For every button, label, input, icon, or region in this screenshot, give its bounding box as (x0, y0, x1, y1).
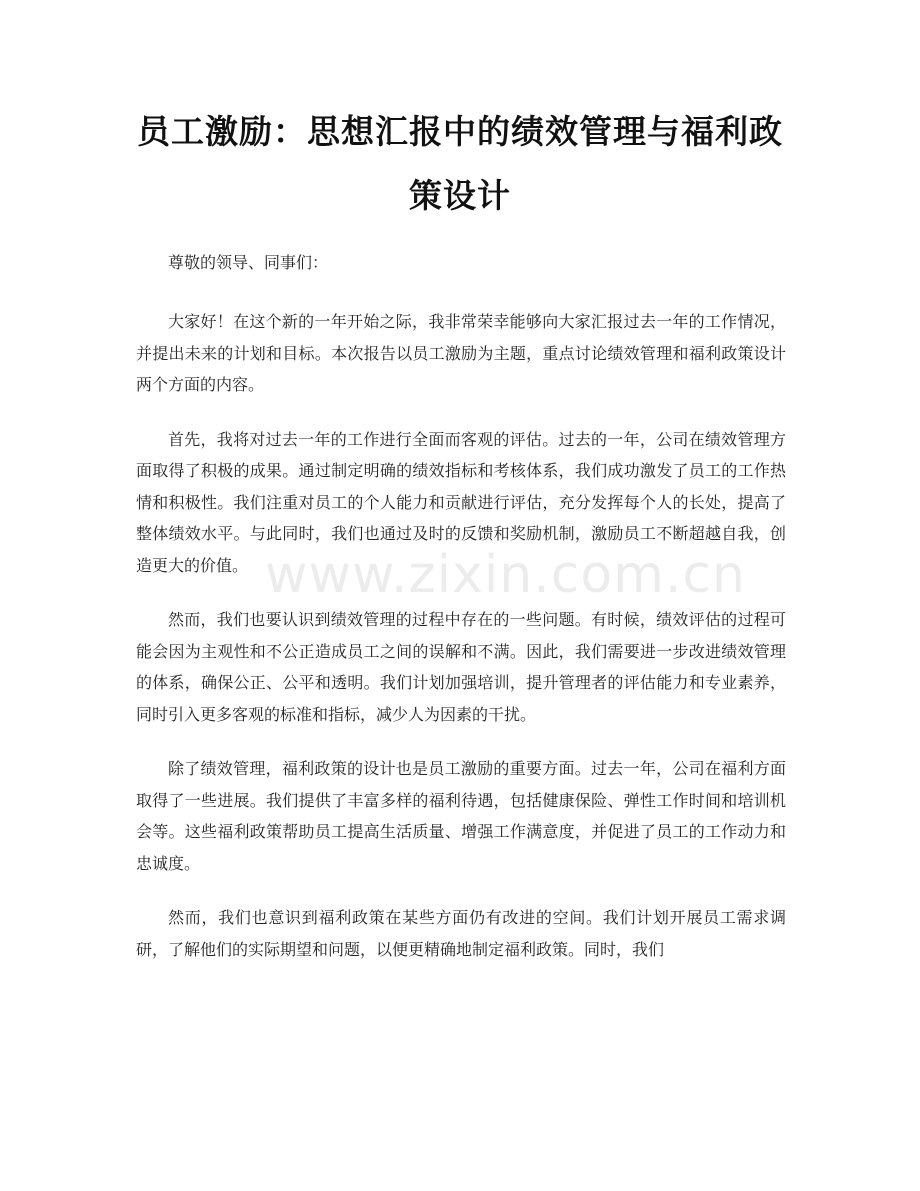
paragraph-3: 然而，我们也要认识到绩效管理的过程中存在的一些问题。有时候，绩效评估的过程可能会因为主观性和不公正造成员工之间的误解和不满。因此，我们需要进一步改进绩效管理的体系，确保公正、公平和透明。我们计划加强培训，提升管理者的评估能力和专业素养，同时引入更多客观的标准和指标，减少人为因素的干扰。 (136, 610, 786, 724)
paragraph-2: 首先，我将对过去一年的工作进行全面而客观的评估。过去的一年，公司在绩效管理方面取得了积极的成果。通过制定明确的绩效指标和考核体系，我们成功激发了员工的工作热情和积极性。我们注重对员工的个人能力和贡献进行评估，充分发挥每个人的长处，提高了整体绩效水平。与此同时，我们也通过及时的反馈和奖励机制，激励员工不断超越自我，创造更大的价值。 (136, 429, 786, 575)
paragraph-1: 大家好！在这个新的一年开始之际，我非常荣幸能够向大家汇报过去一年的工作情况，并提出未来的计划和目标。本次报告以员工激励为主题，重点讨论绩效管理和福利政策设计两个方面的内容。 (136, 312, 786, 394)
paragraph-5: 然而，我们也意识到福利政策在某些方面仍有改进的空间。我们计划开展员工需求调研，了解他们的实际期望和问题，以便更精确地制定福利政策。同时，我们 (136, 908, 786, 959)
document-title: 员工激励：思想汇报中的绩效管理与福利政策设计 (137, 112, 783, 215)
salutation: 尊敬的领导、同事们： (168, 253, 329, 272)
watermark: www.zixin.com.cn (265, 545, 746, 605)
document-body (136, 248, 786, 988)
paragraph-4: 除了绩效管理，福利政策的设计也是员工激励的重要方面。过去一年，公司在福利方面取得了一些进展。我们提供了丰富多样的福利待遇，包括健康保险、弹性工作时间和培训机会等。这些福利政策帮助员工提高生活质量、增强工作满意度，并促进了员工的工作动力和忠诚度。 (136, 759, 786, 873)
